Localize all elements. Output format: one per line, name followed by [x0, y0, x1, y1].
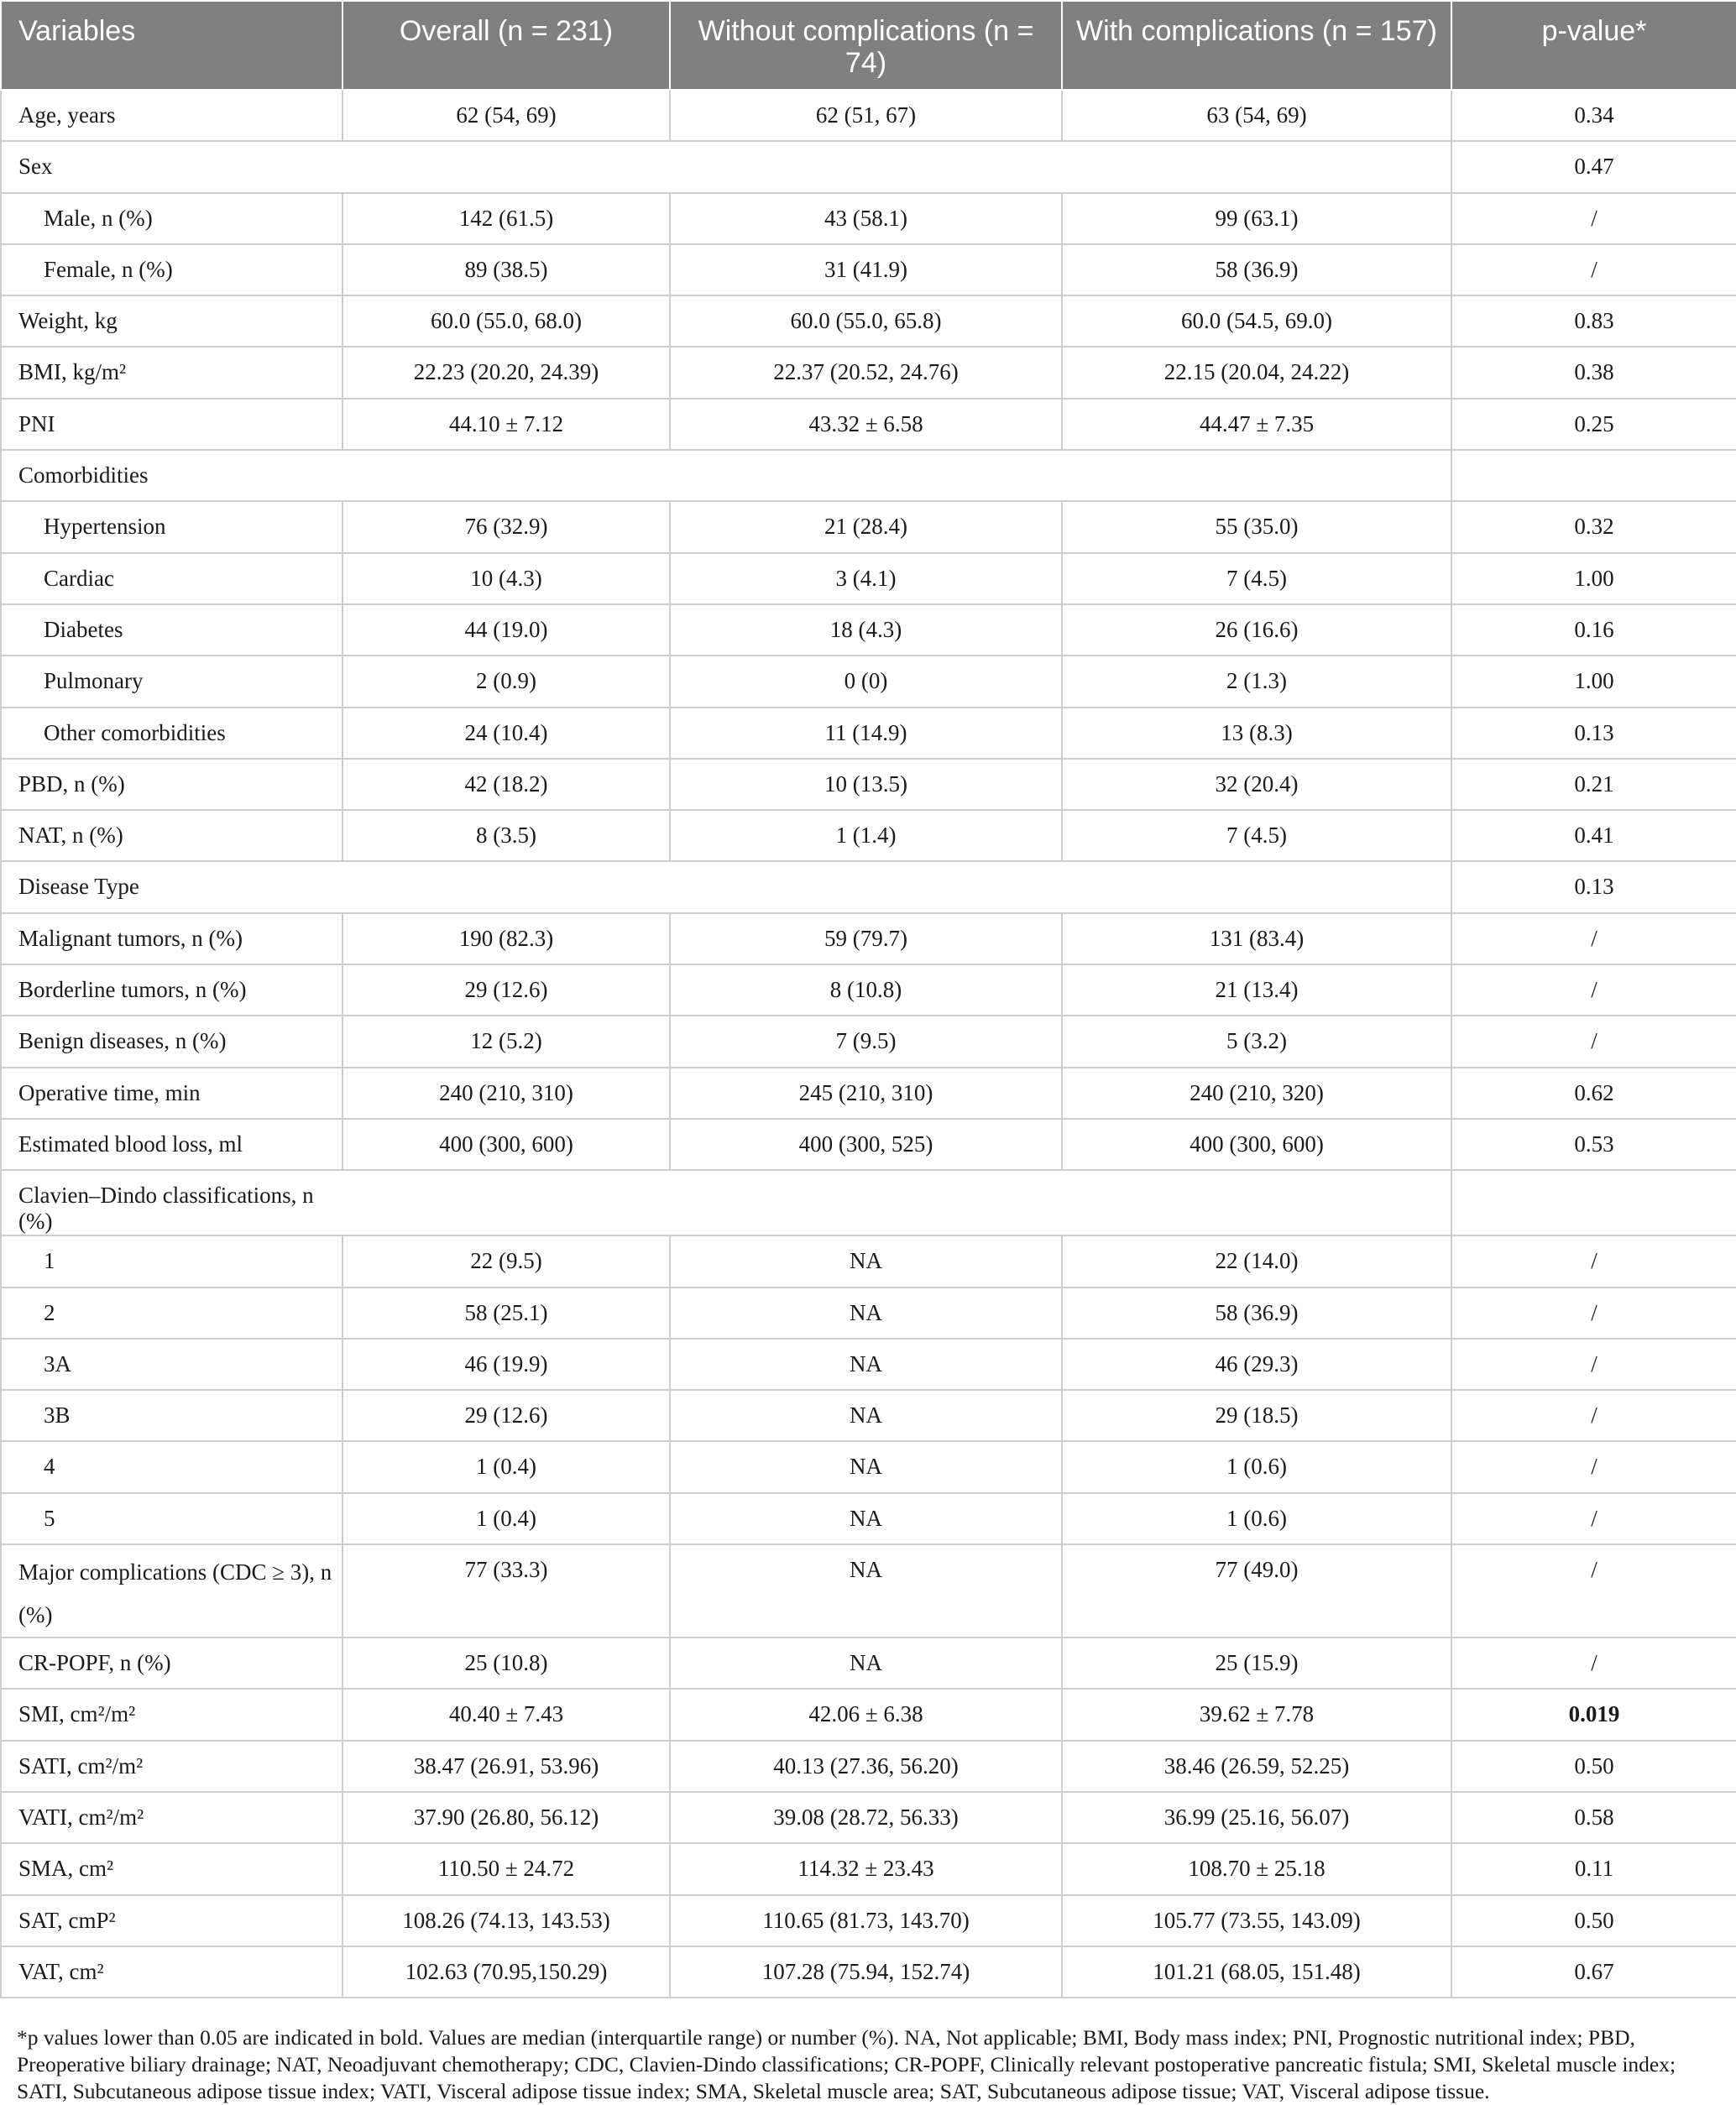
without-complications-cell: NA [670, 1441, 1062, 1492]
p-value-cell: 0.53 [1451, 1119, 1736, 1170]
p-value-cell: / [1451, 1544, 1736, 1638]
row-label: Pulmonary [1, 656, 342, 707]
overall-cell: 60.0 (55.0, 68.0) [342, 295, 670, 347]
p-value-cell: / [1451, 964, 1736, 1016]
row-label: Diabetes [1, 604, 342, 656]
p-value-cell: 0.21 [1451, 759, 1736, 810]
table-row [1, 1493, 1736, 1544]
without-complications-cell: NA [670, 1339, 1062, 1390]
overall-cell: 10 (4.3) [342, 553, 670, 604]
p-value-cell: 0.13 [1451, 708, 1736, 759]
table-row [1, 1016, 1736, 1067]
row-label: BMI, kg/m² [1, 347, 342, 398]
p-value-cell: 1.00 [1451, 553, 1736, 604]
row-label: Comorbidities [1, 450, 342, 501]
overall-cell: 42 (18.2) [342, 759, 670, 810]
header-overall: Overall (n = 231) [342, 1, 670, 90]
without-complications-cell: NA [670, 1493, 1062, 1544]
p-value-cell: 0.11 [1451, 1843, 1736, 1894]
without-complications-cell: 39.08 (28.72, 56.33) [670, 1792, 1062, 1843]
group-row [1, 450, 1736, 501]
table-row [1, 1119, 1736, 1170]
table-row [1, 1339, 1736, 1390]
row-label: PBD, n (%) [1, 759, 342, 810]
table-row [1, 1288, 1736, 1339]
p-value-cell: 0.16 [1451, 604, 1736, 656]
overall-cell: 1 (0.4) [342, 1441, 670, 1492]
with-complications-cell: 21 (13.4) [1062, 964, 1451, 1016]
row-label: Malignant tumors, n (%) [1, 913, 342, 964]
p-value-cell: / [1451, 1339, 1736, 1390]
table-row [1, 399, 1736, 450]
overall-cell: 190 (82.3) [342, 913, 670, 964]
row-label: Clavien–Dindo classifications, n (%) [1, 1170, 342, 1235]
p-value-cell: 0.67 [1451, 1946, 1736, 1998]
without-complications-cell: 110.65 (81.73, 143.70) [670, 1895, 1062, 1946]
row-label: Operative time, min [1, 1068, 342, 1119]
p-value-cell: / [1451, 1390, 1736, 1441]
empty-cell [342, 450, 670, 501]
without-complications-cell: 3 (4.1) [670, 553, 1062, 604]
with-complications-cell: 1 (0.6) [1062, 1441, 1451, 1492]
empty-cell [670, 861, 1062, 912]
overall-cell: 77 (33.3) [342, 1544, 670, 1638]
row-label: Sex [1, 141, 342, 192]
p-value-cell: 0.38 [1451, 347, 1736, 398]
p-value-cell: / [1451, 1235, 1736, 1287]
with-complications-cell: 22 (14.0) [1062, 1235, 1451, 1287]
table-row [1, 656, 1736, 707]
table-row [1, 1235, 1736, 1287]
row-label: Major complications (CDC ≥ 3), n (%) [1, 1544, 342, 1638]
table-row [1, 964, 1736, 1016]
row-label: 5 [1, 1493, 342, 1544]
overall-cell: 110.50 ± 24.72 [342, 1843, 670, 1894]
p-value-cell: 0.13 [1451, 861, 1736, 912]
p-value-cell: / [1451, 1638, 1736, 1689]
table-row [1, 1390, 1736, 1441]
with-complications-cell: 63 (54, 69) [1062, 90, 1451, 141]
group-row [1, 861, 1736, 912]
without-complications-cell: NA [670, 1638, 1062, 1689]
empty-cell [1062, 450, 1451, 501]
overall-cell: 24 (10.4) [342, 708, 670, 759]
p-value-cell: / [1451, 913, 1736, 964]
overall-cell: 37.90 (26.80, 56.12) [342, 1792, 670, 1843]
table-row [1, 810, 1736, 861]
row-label: SATI, cm²/m² [1, 1741, 342, 1792]
without-complications-cell: 107.28 (75.94, 152.74) [670, 1946, 1062, 1998]
overall-cell: 22 (9.5) [342, 1235, 670, 1287]
p-value-cell: 0.62 [1451, 1068, 1736, 1119]
p-value-cell [1451, 1170, 1736, 1235]
without-complications-cell: 7 (9.5) [670, 1016, 1062, 1067]
with-complications-cell: 7 (4.5) [1062, 553, 1451, 604]
empty-cell [342, 1170, 670, 1235]
table-row [1, 759, 1736, 810]
without-complications-cell: 245 (210, 310) [670, 1068, 1062, 1119]
table-row [1, 1843, 1736, 1894]
without-complications-cell: NA [670, 1235, 1062, 1287]
with-complications-cell: 29 (18.5) [1062, 1390, 1451, 1441]
row-label: 4 [1, 1441, 342, 1492]
without-complications-cell: 10 (13.5) [670, 759, 1062, 810]
table-row [1, 501, 1736, 552]
overall-cell: 400 (300, 600) [342, 1119, 670, 1170]
p-value-cell: / [1451, 193, 1736, 244]
overall-cell: 46 (19.9) [342, 1339, 670, 1390]
table-row [1, 1638, 1736, 1689]
without-complications-cell: 22.37 (20.52, 24.76) [670, 347, 1062, 398]
table-row [1, 553, 1736, 604]
with-complications-cell: 5 (3.2) [1062, 1016, 1451, 1067]
empty-cell [1062, 141, 1451, 192]
p-value-cell: 0.32 [1451, 501, 1736, 552]
table-row [1, 708, 1736, 759]
without-complications-cell: 8 (10.8) [670, 964, 1062, 1016]
table-row [1, 1441, 1736, 1492]
empty-cell [1062, 861, 1451, 912]
row-label: PNI [1, 399, 342, 450]
row-label: NAT, n (%) [1, 810, 342, 861]
row-label: SAT, cmP² [1, 1895, 342, 1946]
empty-cell [670, 1170, 1062, 1235]
with-complications-cell: 400 (300, 600) [1062, 1119, 1451, 1170]
with-complications-cell: 46 (29.3) [1062, 1339, 1451, 1390]
table-row [1, 1895, 1736, 1946]
row-label: Male, n (%) [1, 193, 342, 244]
overall-cell: 76 (32.9) [342, 501, 670, 552]
without-complications-cell: 11 (14.9) [670, 708, 1062, 759]
row-label: 3A [1, 1339, 342, 1390]
with-complications-cell: 101.21 (68.05, 151.48) [1062, 1946, 1451, 1998]
row-label: 2 [1, 1288, 342, 1339]
overall-cell: 29 (12.6) [342, 1390, 670, 1441]
without-complications-cell: 43 (58.1) [670, 193, 1062, 244]
overall-cell: 108.26 (74.13, 143.53) [342, 1895, 670, 1946]
row-label: Cardiac [1, 553, 342, 604]
with-complications-cell: 44.47 ± 7.35 [1062, 399, 1451, 450]
table-row [1, 193, 1736, 244]
p-value-cell: 0.58 [1451, 1792, 1736, 1843]
overall-cell: 58 (25.1) [342, 1288, 670, 1339]
row-label: Benign diseases, n (%) [1, 1016, 342, 1067]
overall-cell: 44 (19.0) [342, 604, 670, 656]
p-value-cell: 0.34 [1451, 90, 1736, 141]
row-label: Age, years [1, 90, 342, 141]
without-complications-cell: 60.0 (55.0, 65.8) [670, 295, 1062, 347]
row-label: VATI, cm²/m² [1, 1792, 342, 1843]
overall-cell: 25 (10.8) [342, 1638, 670, 1689]
table-row [1, 1946, 1736, 1998]
without-complications-cell: 400 (300, 525) [670, 1119, 1062, 1170]
row-label: 3B [1, 1390, 342, 1441]
with-complications-cell: 60.0 (54.5, 69.0) [1062, 295, 1451, 347]
empty-cell [670, 141, 1062, 192]
group-row [1, 1170, 1736, 1235]
empty-cell [342, 861, 670, 912]
without-complications-cell: 21 (28.4) [670, 501, 1062, 552]
row-label: SMA, cm² [1, 1843, 342, 1894]
row-label: VAT, cm² [1, 1946, 342, 1998]
overall-cell: 22.23 (20.20, 24.39) [342, 347, 670, 398]
without-complications-cell: 62 (51, 67) [670, 90, 1062, 141]
overall-cell: 44.10 ± 7.12 [342, 399, 670, 450]
table-row [1, 1689, 1736, 1740]
p-value-cell: 0.019 [1451, 1689, 1736, 1740]
row-label: 1 [1, 1235, 342, 1287]
row-label: Disease Type [1, 861, 342, 912]
without-complications-cell: 18 (4.3) [670, 604, 1062, 656]
p-value-cell: 0.50 [1451, 1741, 1736, 1792]
row-label: Estimated blood loss, ml [1, 1119, 342, 1170]
overall-cell: 240 (210, 310) [342, 1068, 670, 1119]
without-complications-cell: 42.06 ± 6.38 [670, 1689, 1062, 1740]
p-value-cell: 0.41 [1451, 810, 1736, 861]
without-complications-cell: 59 (79.7) [670, 913, 1062, 964]
p-value-cell: 1.00 [1451, 656, 1736, 707]
with-complications-cell: 13 (8.3) [1062, 708, 1451, 759]
with-complications-cell: 99 (63.1) [1062, 193, 1451, 244]
overall-cell: 29 (12.6) [342, 964, 670, 1016]
table-row [1, 1068, 1736, 1119]
header-row [1, 1, 1736, 90]
table-row [1, 1544, 1736, 1638]
without-complications-cell: 114.32 ± 23.43 [670, 1843, 1062, 1894]
table-footnote: *p values lower than 0.05 are indicated in bold. Values are median (interquartile range) or number (%). NA, Not applicable; BMI, Body mass index; PNI, Prognostic nutritional index; PBD, Preoperative biliary drainage; NAT, Neoadjuvant chemotherapy; CDC, Clavien-Dindo classifications; CR-POPF, Clinically relevant postoperative pancreatic fistula; SMI, Skeletal muscle index; SATI, Subcutaneous adipose tissue index; VATI, Visceral adipose tissue index; SMA, Skeletal muscle area; SAT, Subcutaneous adipose tissue; VAT, Visceral adipose tissue. [17, 2025, 1676, 2103]
with-complications-cell: 7 (4.5) [1062, 810, 1451, 861]
row-label: SMI, cm²/m² [1, 1689, 342, 1740]
with-complications-cell: 36.99 (25.16, 56.07) [1062, 1792, 1451, 1843]
with-complications-cell: 58 (36.9) [1062, 244, 1451, 295]
header-with-complications: With complications (n = 157) [1062, 1, 1451, 90]
with-complications-cell: 39.62 ± 7.78 [1062, 1689, 1451, 1740]
with-complications-cell: 58 (36.9) [1062, 1288, 1451, 1339]
overall-cell: 102.63 (70.95,150.29) [342, 1946, 670, 1998]
row-label: Other comorbidities [1, 708, 342, 759]
header-p-value: p-value* [1451, 1, 1736, 90]
table-row [1, 1741, 1736, 1792]
table-row [1, 1792, 1736, 1843]
overall-cell: 8 (3.5) [342, 810, 670, 861]
with-complications-cell: 32 (20.4) [1062, 759, 1451, 810]
overall-cell: 2 (0.9) [342, 656, 670, 707]
without-complications-cell: 31 (41.9) [670, 244, 1062, 295]
p-value-cell: / [1451, 1493, 1736, 1544]
p-value-cell [1451, 450, 1736, 501]
overall-cell: 12 (5.2) [342, 1016, 670, 1067]
without-complications-cell: 1 (1.4) [670, 810, 1062, 861]
without-complications-cell: NA [670, 1544, 1062, 1638]
table-row [1, 90, 1736, 141]
row-label: Borderline tumors, n (%) [1, 964, 342, 1016]
without-complications-cell: 0 (0) [670, 656, 1062, 707]
with-complications-cell: 22.15 (20.04, 24.22) [1062, 347, 1451, 398]
without-complications-cell: NA [670, 1288, 1062, 1339]
with-complications-cell: 105.77 (73.55, 143.09) [1062, 1895, 1451, 1946]
p-value-cell: / [1451, 1441, 1736, 1492]
p-value-cell: / [1451, 1016, 1736, 1067]
table-row [1, 295, 1736, 347]
overall-cell: 38.47 (26.91, 53.96) [342, 1741, 670, 1792]
p-value-cell: 0.25 [1451, 399, 1736, 450]
overall-cell: 89 (38.5) [342, 244, 670, 295]
header-without-complications: Without complications (n = 74) [670, 1, 1062, 90]
without-complications-cell: 43.32 ± 6.58 [670, 399, 1062, 450]
empty-cell [670, 450, 1062, 501]
table-row [1, 604, 1736, 656]
with-complications-cell: 77 (49.0) [1062, 1544, 1451, 1638]
with-complications-cell: 108.70 ± 25.18 [1062, 1843, 1451, 1894]
with-complications-cell: 131 (83.4) [1062, 913, 1451, 964]
without-complications-cell: 40.13 (27.36, 56.20) [670, 1741, 1062, 1792]
with-complications-cell: 240 (210, 320) [1062, 1068, 1451, 1119]
table-header [1, 1, 1736, 90]
with-complications-cell: 2 (1.3) [1062, 656, 1451, 707]
empty-cell [342, 141, 670, 192]
header-variables: Variables [1, 1, 342, 90]
table-body [1, 90, 1736, 1998]
with-complications-cell: 26 (16.6) [1062, 604, 1451, 656]
p-value-cell: 0.50 [1451, 1895, 1736, 1946]
table-row [1, 913, 1736, 964]
row-label: Hypertension [1, 501, 342, 552]
p-value-cell: / [1451, 244, 1736, 295]
row-label: CR-POPF, n (%) [1, 1638, 342, 1689]
with-complications-cell: 25 (15.9) [1062, 1638, 1451, 1689]
p-value-cell: / [1451, 1288, 1736, 1339]
table-row [1, 347, 1736, 398]
row-label: Female, n (%) [1, 244, 342, 295]
without-complications-cell: NA [670, 1390, 1062, 1441]
p-value-cell: 0.83 [1451, 295, 1736, 347]
table-row [1, 244, 1736, 295]
overall-cell: 142 (61.5) [342, 193, 670, 244]
overall-cell: 62 (54, 69) [342, 90, 670, 141]
row-label: Weight, kg [1, 295, 342, 347]
overall-cell: 1 (0.4) [342, 1493, 670, 1544]
overall-cell: 40.40 ± 7.43 [342, 1689, 670, 1740]
with-complications-cell: 1 (0.6) [1062, 1493, 1451, 1544]
with-complications-cell: 55 (35.0) [1062, 501, 1451, 552]
p-value-cell: 0.47 [1451, 141, 1736, 192]
group-row [1, 141, 1736, 192]
empty-cell [1062, 1170, 1451, 1235]
with-complications-cell: 38.46 (26.59, 52.25) [1062, 1741, 1451, 1792]
